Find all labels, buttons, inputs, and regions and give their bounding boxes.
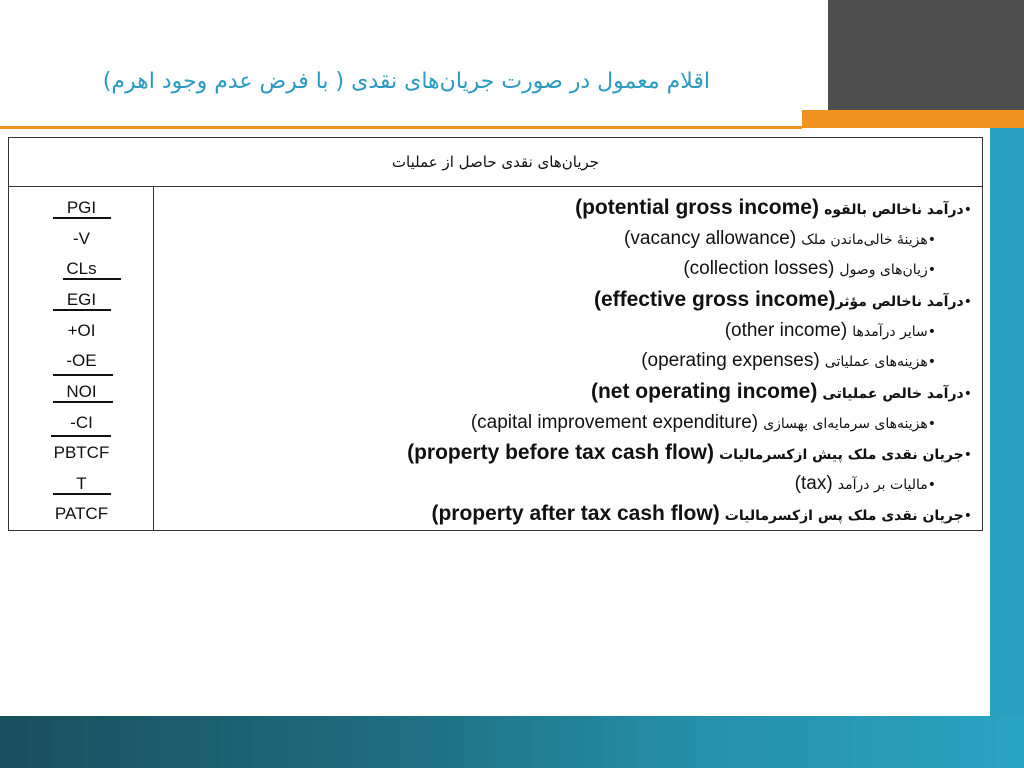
item-persian: زیان‌های وصول — [839, 262, 928, 278]
item-english: (property after tax cash flow) — [431, 502, 720, 525]
abbr-ci — [9, 408, 154, 438]
abbr-underline — [53, 493, 111, 495]
item-english: (other income) — [724, 320, 848, 341]
item-persian: هزینه‌های سرمایه‌ای بهسازی — [763, 416, 928, 432]
abbr-v — [9, 224, 154, 254]
abbr-overline — [53, 374, 113, 376]
bullet-icon: • — [927, 262, 936, 278]
abbr-pbtcf — [9, 438, 154, 468]
item-english: (effective gross income) — [593, 288, 836, 311]
bullet-icon: • — [927, 232, 936, 248]
list-item — [136, 254, 936, 284]
item-persian: سایر درآمدها — [852, 324, 928, 340]
item-persian: درآمد ناخالص بالقوه — [824, 202, 964, 218]
abbr-egi — [9, 285, 154, 315]
bullet-icon: • — [927, 416, 936, 432]
item-english: (net operating income) — [590, 380, 818, 403]
list-item — [172, 193, 972, 223]
abbr-text: +OI — [67, 321, 96, 340]
item-english: (vacancy allowance) — [624, 228, 797, 249]
abbr-overline — [51, 435, 111, 437]
abbr-text: -CI — [70, 413, 93, 432]
abbr-text: PATCF — [54, 504, 109, 523]
abbr-text: CLs — [66, 259, 97, 278]
item-english: (potential gross income) — [575, 196, 819, 219]
bullet-icon: • — [927, 354, 936, 370]
item-english: (property before tax cash flow) — [407, 441, 714, 464]
abbr-text: T — [76, 474, 87, 493]
item-persian: هزینه‌های عملیاتی — [824, 354, 928, 370]
item-persian: درآمد ناخالص مؤثر — [835, 294, 964, 310]
item-english: (capital improvement expenditure) — [470, 412, 759, 433]
abbr-underline — [63, 278, 121, 280]
table-header: جریان‌های نقدی حاصل از عملیات — [9, 138, 982, 187]
abbr-underline — [53, 401, 113, 403]
bullet-icon: • — [927, 324, 936, 340]
abbr-oe — [9, 346, 154, 376]
slide-title: اقلام معمول در صورت جریان‌های نقدی ( با فرض عدم وجود اهرم) — [102, 69, 710, 94]
abbr-text: PGI — [66, 198, 97, 217]
item-persian: جریان نقدی ملک پس ازکسرمالیات — [724, 508, 964, 524]
list-item — [136, 346, 936, 376]
right-teal-stripe — [990, 128, 1024, 768]
abbr-text: EGI — [66, 290, 97, 309]
list-item — [136, 469, 936, 499]
abbr-underline — [53, 217, 111, 219]
item-persian: مالیات بر درآمد — [837, 477, 928, 493]
abbreviation-column — [9, 187, 154, 530]
bullet-icon: • — [927, 477, 936, 493]
abbr-cls — [9, 254, 154, 284]
abbr-t — [9, 469, 154, 499]
list-item — [172, 377, 972, 407]
corner-dark-block — [828, 0, 1024, 110]
bullet-icon: • — [963, 386, 972, 402]
item-persian: هزینۀ خالی‌ماندن ملک — [801, 232, 928, 248]
bullet-icon: • — [963, 294, 972, 310]
list-item — [136, 224, 936, 254]
abbr-text: -V — [73, 229, 90, 248]
list-item — [172, 438, 972, 468]
list-item — [136, 316, 936, 346]
list-item — [136, 408, 936, 438]
item-english: (operating expenses) — [641, 350, 820, 371]
item-persian: درآمد خالص عملیاتی — [822, 386, 964, 402]
abbr-text: NOI — [66, 382, 97, 401]
list-item — [172, 499, 972, 529]
bullet-icon: • — [963, 508, 972, 524]
abbr-text: PBTCF — [53, 443, 110, 462]
bottom-gradient-band — [0, 716, 1024, 768]
list-item — [172, 285, 972, 315]
cash-flow-table — [8, 137, 983, 531]
abbr-pgi — [9, 193, 154, 223]
abbr-patcf — [9, 499, 154, 529]
orange-accent-bar — [802, 110, 1024, 128]
item-persian: جریان نقدی ملک پیش ازکسرمالیات — [719, 447, 964, 463]
abbr-oi — [9, 316, 154, 346]
item-english: (collection losses) — [683, 258, 835, 279]
description-column — [154, 187, 982, 530]
item-english: (tax) — [794, 473, 833, 494]
abbr-noi — [9, 377, 154, 407]
abbr-underline — [53, 309, 111, 311]
bullet-icon: • — [963, 447, 972, 463]
orange-divider-line — [0, 126, 802, 129]
bullet-icon: • — [963, 202, 972, 218]
abbr-text: -OE — [66, 351, 97, 370]
